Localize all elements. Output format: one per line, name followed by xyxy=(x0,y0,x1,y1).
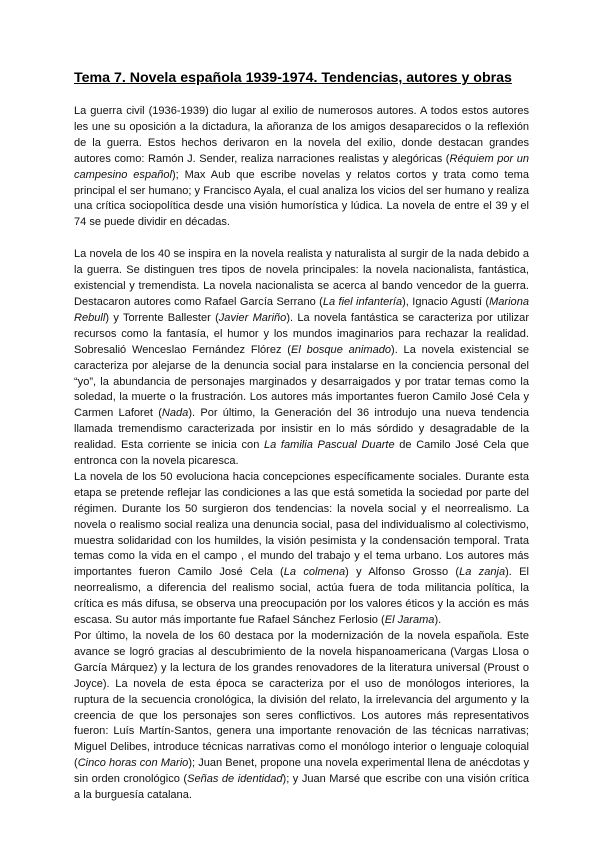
text-segment: ). Por último, la Generación del 36 introdujo una nueva tendencia llamada tremendismo caracterizada por insistir en lo más sórdido y desagradable de la realidad. Esta corriente se inicia con xyxy=(74,407,529,452)
book-title: La colmena xyxy=(283,566,346,579)
book-title: La familia Pascual Duarte xyxy=(264,439,395,452)
text-segment: ); Juan Benet, propone una novela experimental llena de anécdotas y sin orden cronológico ( xyxy=(74,757,529,786)
paragraph-decada-40 xyxy=(74,247,529,470)
paragraph-intro xyxy=(74,104,529,231)
book-title: Nada xyxy=(161,407,189,420)
text-segment: ) y Alfonso Grosso ( xyxy=(345,566,460,579)
text-segment: La novela de los 50 evoluciona hacia concepciones específicamente sociales. Durante esta etapa se pretende reflejar las condiciones a las que está sometida la sociedad por parte del régimen. Durante los 50 surgieron dos tendencias: la novela social y el neorrealismo. La novela o realismo social realiza una denuncia social, pasa del individualismo al colectivismo, muestra solidaridad con los humildes, la visión pesimista y la condensación temporal. Trata temas como la vida en el campo , el mundo del trabajo y el tema urbano. Los autores más importantes fueron Camilo José Cela ( xyxy=(74,470,529,579)
text-segment: Por último, la novela de los 60 destaca por la modernización de la novela española. Este avance se logró gracias al descubrimiento de la novela hispanoamericana (Vargas Llosa o García Márquez) y la lectura de los grandes renovadores de la literatura universal (Proust o Joyce). La novela de esta época se caracteriza por el uso de monólogos interiores, la ruptura de la secuencia cronológica, la división del relato, la irrelevancia del argumento y la creencia de que los personajes son seres conflictivos. Los autores más representativos fueron: Luís Martín-Santos, genera una importante renovación de las técnicas narrativas; Miguel Delibes, introduce técnicas narrativas como el monólogo interior o lenguaje coloquial ( xyxy=(74,630,529,770)
text-segment: ). La novela existencial se caracteriza por alejarse de la denuncia social para instalarse en la conciencia personal del “yo”, la abundancia de personajes marginados y desarraigados y por tratar temas como la soledad, la muerte o la frustración. Los autores más importantes fueron Camilo José Cela y Carmen Laforet ( xyxy=(74,343,529,420)
book-title: La zanja xyxy=(459,566,506,579)
paragraph-decada-60 xyxy=(74,629,529,804)
text-segment: La novela de los 40 se inspira en la novela realista y naturalista al surgir de la nada debido a la guerra. Se distinguen tres tipos de novela principales: la novela nacionalista, fantástica, existencial y tremendista. La novela nacionalista se acerca al bando vencedor de la guerra. Destacaron autores como Rafael García Serrano ( xyxy=(74,248,529,308)
text-segment: ). El neorrealismo, a diferencia del realismo social, actúa fuera de toda militancia política, la crítica es más difusa, se observa una preocupación por los valores éticos y la acción es más escasa. Su autor más importante fue Rafael Sánchez Ferlosio ( xyxy=(74,566,529,627)
book-title: El Jarama xyxy=(384,614,435,627)
book-title: Javier Mariño xyxy=(218,311,287,324)
book-title: Señas de identidad xyxy=(187,773,283,786)
book-title: Réquiem por un campesino español xyxy=(74,152,529,181)
book-title: Cinco horas con Mario xyxy=(77,757,189,770)
text-segment: ), Ignacio Agustí ( xyxy=(402,295,490,308)
text-segment: de Camilo José Cela que entronca con la novela picaresca. xyxy=(74,439,529,468)
book-title: La fiel infantería xyxy=(322,295,403,308)
paragraph-decada-50 xyxy=(74,470,529,629)
book-title: El bosque animado xyxy=(290,343,392,356)
text-segment: La guerra civil (1936-1939) dio lugar al exilio de numerosos autores. A todos estos autores les une su oposición a la dictadura, la añoranza de los amigos desaparecidos o la reflexión de la guerra. Estos hechos derivaron en la novela del exilio, donde destacan grandes autores como: Ramón J. Sender, realiza narraciones realistas y alegóricas ( xyxy=(74,105,529,165)
book-title: Mariona Rebull xyxy=(74,295,529,324)
text-segment: ). La novela fantástica se caracteriza por utilizar recursos como la fantasía, el humor y los mundos imaginarios para rechazar la realidad. Sobresalió Wenceslao Fernández Flórez ( xyxy=(74,311,530,356)
document-title: Tema 7. Novela española 1939-1974. Tendencias, autores y obras xyxy=(74,70,512,86)
text-segment: ); y Juan Marsé que escribe con una visión crítica a la burguesía catalana. xyxy=(74,773,530,802)
document-body xyxy=(74,104,529,804)
text-segment: ). xyxy=(434,614,442,627)
text-segment: ); Max Aub que escribe novelas y relatos cortos y trata como tema principal el ser humano; y Francisco Ayala, el cual analiza los vicios del ser humano y realiza una crítica sociopolítica desde una visión humorística y lúdica. La novela de entre el 39 y el 74 se puede dividir en décadas. xyxy=(74,168,529,229)
text-segment: ) y Torrente Ballester ( xyxy=(105,311,219,324)
